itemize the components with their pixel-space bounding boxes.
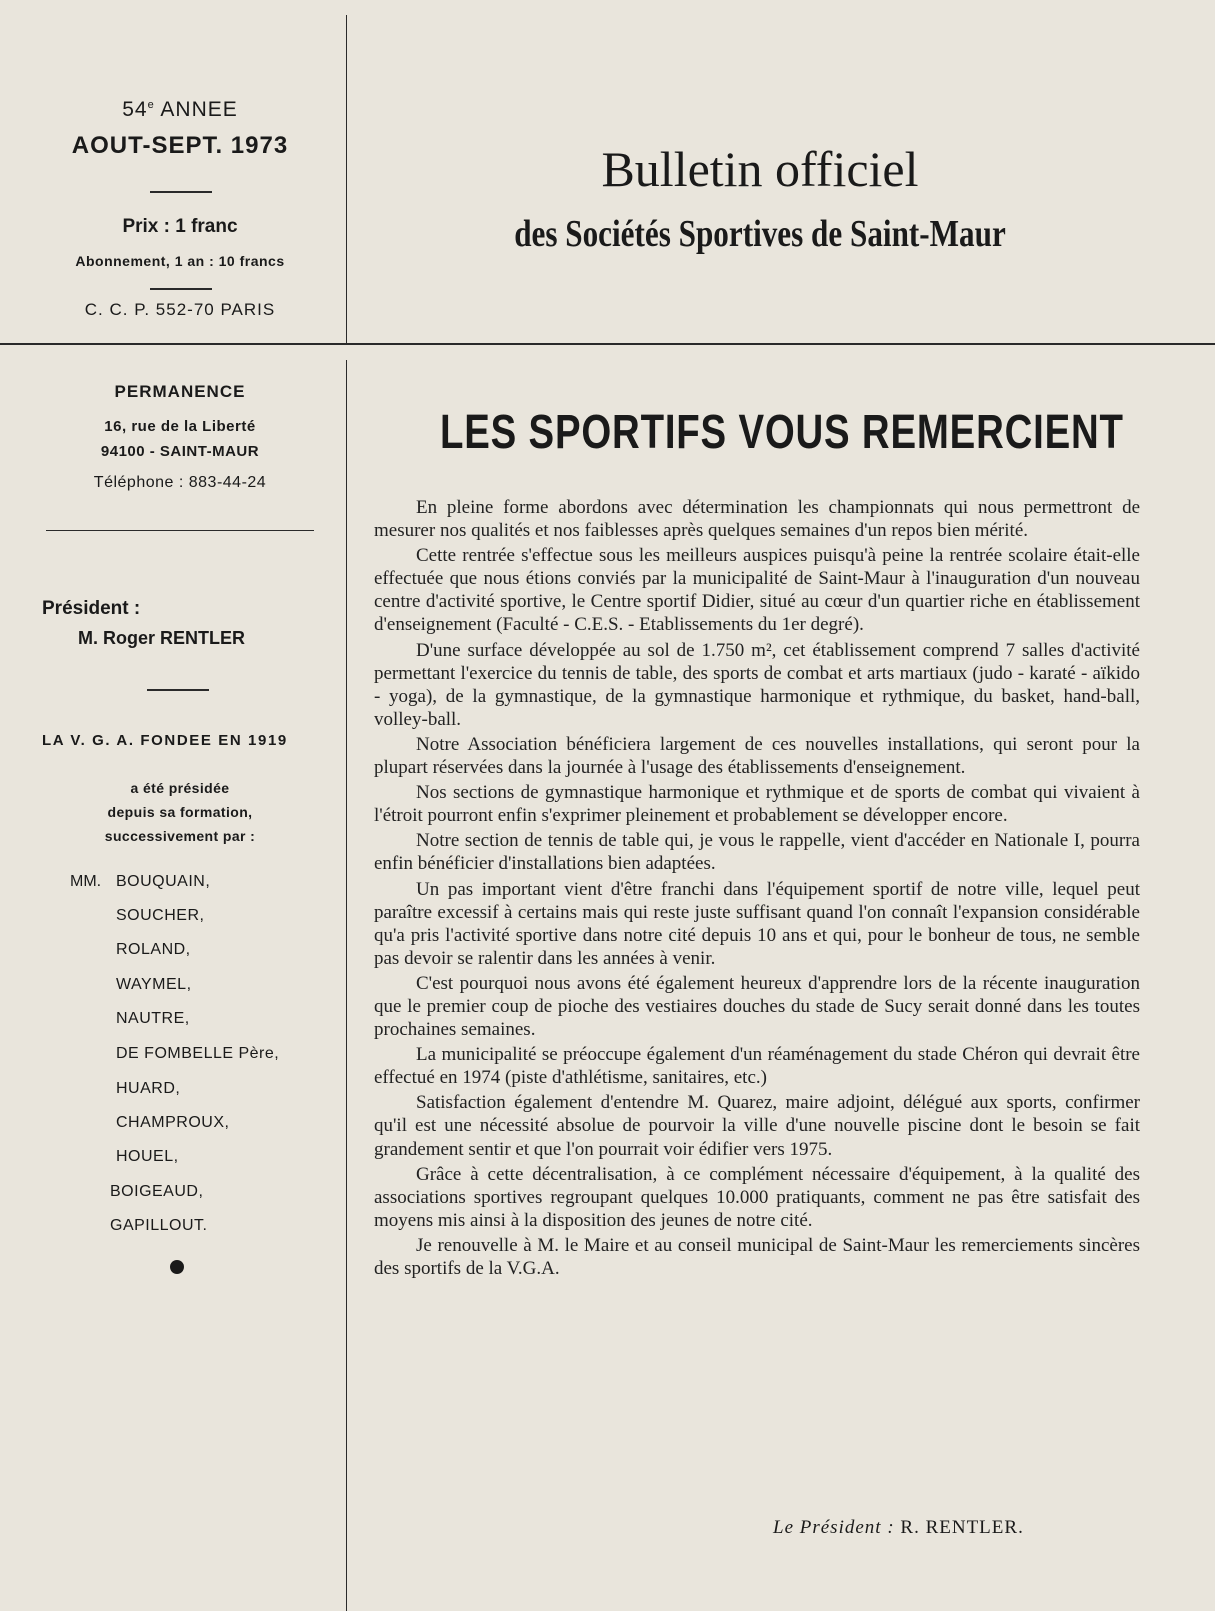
article-paragraph: Grâce à cette décentralisation, à ce complément nécessaire d'équipement, à la qualité des associations sportives regroupant quelques 10.000 pratiquants, comment ne pas être satisfait des moyens mis ainsi à la disposition des jeunes de notre cité.	[374, 1163, 1140, 1231]
year-line	[40, 98, 320, 122]
price: Prix : 1 franc	[122, 216, 238, 237]
presided-line: a été présidée	[130, 780, 230, 796]
presided-line: successivement par :	[104, 828, 256, 844]
ccp-number: C. C. P. 552-70 PARIS	[84, 300, 276, 319]
permanence-title: PERMANENCE	[114, 382, 246, 401]
issue-date: AOUT-SEPT. 1973	[71, 132, 289, 159]
article-paragraph: Un pas important vient d'être franchi dans l'équipement sportif de notre ville, lequel peut paraître excessif à certains mais qui reste juste suffisant quand l'on connaît l'expansion considérable qu'a pris l'activité sportive dans notre cité depuis 10 ans et qui, pour le bonheur de tous, ne semble pas devoir se ralentir dans les années à venir.	[374, 878, 1140, 969]
phone: Téléphone : 883-44-24	[93, 474, 267, 491]
president-list-item: BOUQUAIN,	[116, 873, 211, 890]
year-number: 54	[122, 98, 148, 121]
president-list-item: GAPILLOUT.	[110, 1217, 208, 1234]
president-list-item: CHAMPROUX,	[116, 1114, 230, 1131]
article-paragraph: Notre Association bénéficiera largement de ces nouvelles installations, qui seront pour la plupart réservées dans la journée à l'usage des établissements d'enseignement.	[374, 733, 1140, 779]
article-paragraph: La municipalité se préoccupe également d'un réaménagement du stade Chéron qui devrait être effectué en 1974 (piste d'athlétisme, sanitaires, etc.)	[374, 1044, 1140, 1089]
vertical-rule-top	[346, 15, 347, 343]
vga-founded: LA V. G. A. FONDEE EN 1919	[42, 732, 288, 749]
president-list-item: BOIGEAUD,	[110, 1183, 204, 1200]
address-street: 16, rue de la Liberté	[104, 418, 256, 435]
president-name: M. Roger RENTLER	[78, 628, 246, 648]
horizontal-rule	[0, 343, 1215, 345]
president-list-item: HUARD,	[116, 1080, 181, 1097]
president-list-item: NAUTRE,	[116, 1010, 190, 1027]
article-paragraph: Je renouvelle à M. le Maire et au conseil municipal de Saint-Maur les remerciements sincères des sportifs de la V.G.A.	[374, 1234, 1140, 1279]
president-list-item: HOUEL,	[116, 1148, 179, 1165]
year-sup: e	[147, 99, 155, 111]
year-word: ANNEE	[160, 98, 238, 121]
masthead-subtitle: des Sociétés Sportives de Saint-Maur	[514, 213, 1006, 255]
article-paragraph: Nos sections de gymnastique harmonique et rythmique et de sports de combat qui vivaient à l'étroit pourront enfin s'exprimer pleinement et probablement se développer encore.	[374, 782, 1140, 827]
presided-line: depuis sa formation,	[107, 804, 253, 820]
mm-prefix: MM.	[70, 873, 102, 890]
signature-label: Le Président :	[773, 1517, 895, 1538]
president-list-item: SOUCHER,	[116, 907, 205, 924]
subscription: Abonnement, 1 an : 10 francs	[75, 253, 285, 269]
divider	[147, 689, 209, 691]
article-paragraph: D'une surface développée au sol de 1.750 m², cet établissement comprend 7 salles d'activité permettant l'exercice du tennis de table, des sports de combat et arts martiaux (judo - karaté - aïkido - yoga), de la gymnastique, de la gymnastique harmonique et rythmique, du basket, hand-ball, volley-ball.	[374, 639, 1140, 730]
article-paragraph: Notre section de tennis de table qui, je vous le rappelle, vient d'accéder en Nationale I, pourra enfin bénéficier d'installations bien adaptées.	[374, 830, 1140, 875]
divider	[150, 288, 212, 290]
bullet-ornament	[170, 1260, 184, 1274]
article-body	[374, 496, 1140, 1282]
article-paragraph: C'est pourquoi nous avons été également heureux d'apprendre lors de la récente inauguration que le premier coup de pioche des vestiaires douches du stade de Sucy serait donné dans les toutes prochaines semaines.	[374, 972, 1140, 1041]
masthead-title: Bulletin officiel	[601, 141, 919, 197]
president-list-item: ROLAND,	[116, 941, 191, 958]
article-paragraph: Satisfaction également d'entendre M. Quarez, maire adjoint, délégué aux sports, confirmer qu'il est une nécessité absolue de pourvoir la ville d'une nouvelle piscine dont le besoin se fait grandement sentir et que l'on pourrait voir édifier vers 1975.	[374, 1092, 1140, 1160]
article-paragraph: En pleine forme abordons avec détermination les championnats qui nous permettront de mesurer nos qualités et nos faiblesses après quelques semaines d'un repos bien mérité.	[374, 497, 1140, 542]
president-label: Président :	[42, 598, 141, 619]
address-city: 94100 - SAINT-MAUR	[100, 443, 260, 460]
divider	[46, 530, 314, 531]
divider	[150, 191, 212, 193]
president-list-item: DE FOMBELLE Père,	[116, 1045, 280, 1062]
article-headline: LES SPORTIFS VOUS REMERCIENT	[440, 406, 1124, 459]
signature	[773, 1517, 1024, 1539]
signature-name: R. RENTLER.	[900, 1517, 1024, 1538]
president-list-item: WAYMEL,	[116, 976, 192, 993]
article-paragraph: Cette rentrée s'effectue sous les meilleurs auspices puisqu'à peine la rentrée scolaire était-elle effectuée que nous étions conviés par la municipalité de Saint-Maur à l'inauguration d'un nouveau centre d'activité sportive, le Centre sportif Didier, situé au cœur d'un quartier riche en établissement d'enseignement (Faculté - C.E.S. - Etablissements du 1er degré).	[374, 545, 1140, 636]
vertical-rule-bottom	[346, 360, 347, 1611]
